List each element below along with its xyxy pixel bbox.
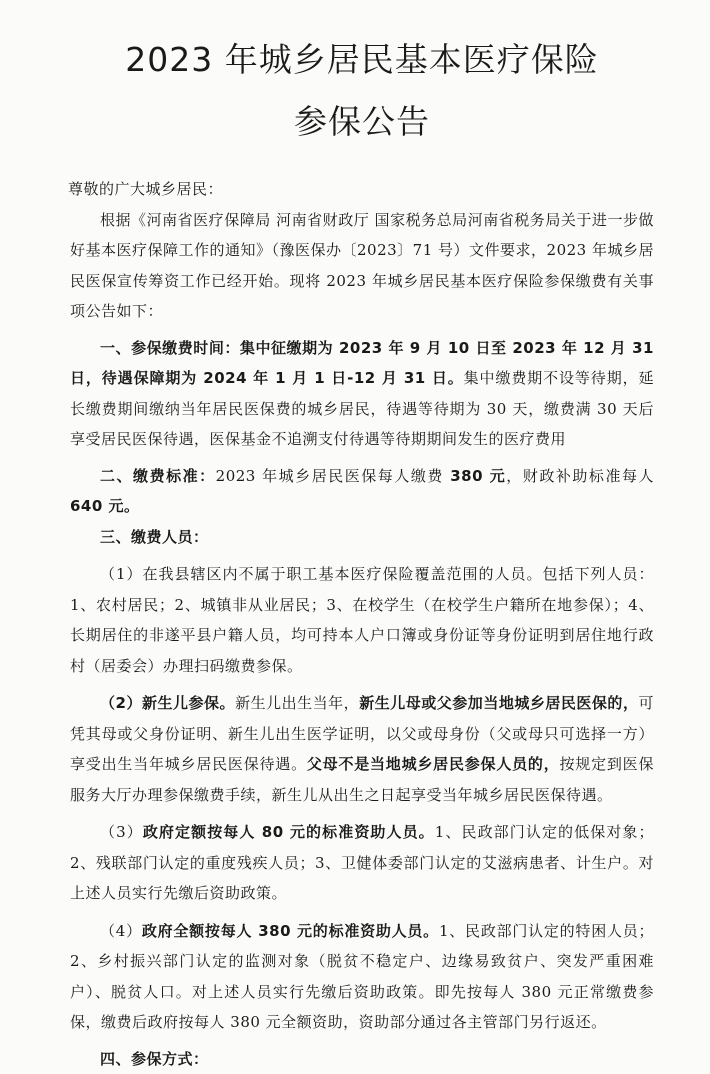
section-2-body-a: 2023 年城乡居民医保每人缴费 (216, 467, 451, 485)
section-3-item-3-heading: 政府定额按每人 80 元的标准资助人员。 (143, 823, 435, 841)
section-3-item-4-number: （4） (100, 922, 142, 940)
section-3-item-3-number: （3） (100, 823, 143, 841)
section-3-item-2-bold-a: 新生儿母或父参加当地城乡居民医保的， (359, 694, 638, 712)
salutation: 尊敬的广大城乡居民： (68, 174, 654, 205)
title-line-1: 2023 年城乡居民基本医疗保险 (70, 34, 654, 86)
section-3-item-2-text-a: 新生儿出生当年， (235, 694, 359, 712)
section-2-heading: 二、缴费标准： (100, 467, 216, 485)
section-3-item-3 (70, 817, 654, 909)
section-4-heading (70, 1044, 654, 1074)
section-1-heading: 一、参保缴费时间：集中征缴期为 2023 年 9 月 10 日至 2023 年 12 月 31 日，待遇保障期为 2024 年 1 月 1 日-12 月 31 日。 (70, 339, 654, 388)
section-3-item-2 (70, 688, 654, 810)
section-1 (70, 333, 654, 455)
intro-paragraph: 根据《河南省医疗保障局 河南省财政厅 国家税务总局河南省税务局关于进一步做好基本医疗保障工作的通知》（豫医保办〔2023〕71 号）文件要求，2023 年城乡居民医保宣传筹资工作已经开始。现将 2023 年城乡居民基本医疗保险参保缴费有关事项公告如下： (70, 205, 654, 327)
section-3-item-2-bold-b: 父母不是当地城乡居民参保人员的， (307, 755, 560, 773)
section-2-body-b: ，财政补助标准每人 (506, 467, 654, 485)
section-3-item-4-heading: 政府全额按每人 380 元的标准资助人员。 (142, 922, 439, 940)
section-2-amount-1: 380 元 (450, 467, 506, 485)
section-3-item-4-body: 1、民政部门认定的特困人员；2、乡村振兴部门认定的监测对象（脱贫不稳定户、边缘易致贫户、突发严重困难户）、脱贫人口。对上述人员实行先缴后资助政策。即先按每人 380 元正常缴费参保，缴费后政府按每人 380 元全额资助，资助部分通过各主管部门另行返还。 (70, 922, 654, 1032)
section-2-amount-2: 640 元。 (70, 497, 140, 515)
section-3-item-2-heading: （2）新生儿参保。 (100, 694, 235, 712)
section-4-heading-text: 四、参保方式： (100, 1050, 209, 1068)
section-3-item-2-text-c: 按规定到医保服务大厅办理参保缴费手续，新生儿从出生之日起享受当年城乡居民医保待遇。 (70, 755, 654, 804)
section-3-item-3-body: 1、民政部门认定的低保对象；2、残联部门认定的重度残疾人员；3、卫健体委部门认定的艾滋病患者、计生户。对上述人员实行先缴后资助政策。 (70, 823, 654, 902)
section-1-body: 集中缴费期不设等待期，延长缴费期间缴纳当年居民医保费的城乡居民，待遇等待期为 30 天，缴费满 30 天后享受居民医保待遇，医保基金不追溯支付待遇等待期期间发生的医疗费用 (70, 369, 654, 448)
section-3-item-4 (70, 916, 654, 1038)
section-3-item-2-text-b: 可凭其母或父身份证明、新生儿出生医学证明，以父或母身份（父或母只可选择一方）享受出生当年城乡居民医保待遇。 (70, 694, 654, 773)
title-line-2: 参保公告 (70, 96, 654, 148)
section-2 (70, 461, 654, 522)
section-3-item-1: （1）在我县辖区内不属于职工基本医疗保险覆盖范围的人员。包括下列人员：1、农村居民；2、城镇非从业居民；3、在校学生（在校学生户籍所在地参保）；4、长期居住的非遂平县户籍人员，均可持本人户口簿或身份证等身份证明到居住地行政村（居委会）办理扫码缴费参保。 (70, 559, 654, 681)
section-3-heading-text: 三、缴费人员： (100, 528, 209, 546)
section-3-heading (70, 522, 654, 553)
